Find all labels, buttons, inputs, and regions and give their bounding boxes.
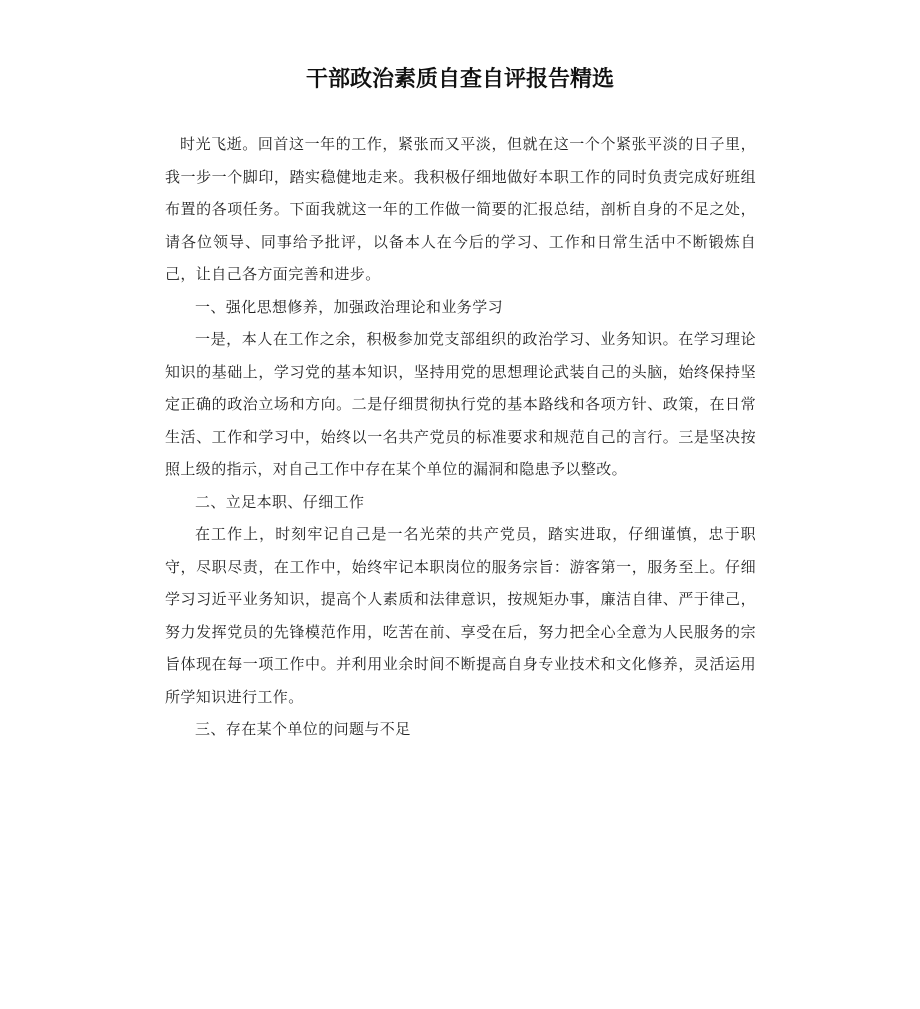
document-title: 干部政治素质自查自评报告精选	[305, 67, 614, 92]
intro-paragraph: 时光飞逝。回首这一年的工作，紧张而又平淡，但就在这一个个紧张平淡的日子里，我一步一个脚印，踏实稳健地走来。我积极仔细地做好本职工作的同时负责完成好班组布置的各项任务。下面我就这一年的工作做一简要的汇报总结，剖析自身的不足之处，请各位领导、同事给予批评，以备本人在今后的学习、工作和日常生活中不断锻炼自己，让自己各方面完善和进步。	[165, 135, 756, 283]
section-3-heading: 三、存在某个单位的问题与不足	[195, 720, 411, 738]
section-1-heading: 一、强化思想修养，加强政治理论和业务学习	[195, 297, 504, 316]
section-2-heading: 二、立足本职、仔细工作	[195, 492, 365, 511]
section-1-paragraph: 一是，本人在工作之余，积极参加党支部组织的政治学习、业务知识。在学习理论知识的基础上，学习党的基本知识，坚持用党的思想理论武装自己的头脑，始终保持坚定正确的政治立场和方向。二是仔细贯彻执行党的基本路线和各项方针、政策，在日常生活、工作和学习中，始终以一名共产党员的标准要求和规范自己的言行。三是坚决按照上级的指示，对自己工作中存在某个单位的漏洞和隐患予以整改。	[165, 330, 756, 478]
document-body	[165, 128, 756, 746]
section-2-paragraph: 在工作上，时刻牢记自己是一名光荣的共产党员，踏实进取，仔细谨慎，忠于职守，尽职尽责，在工作中，始终牢记本职岗位的服务宗旨：游客第一，服务至上。仔细学习习近平业务知识，提高个人素质和法律意识，按规矩办事，廉洁自律、严于律己，努力发挥党员的先锋模范作用，吃苦在前、享受在后，努力把全心全意为人民服务的宗旨体现在每一项工作中。并利用业余时间不断提高自身专业技术和文化修养，灵活运用所学知识进行工作。	[165, 525, 756, 706]
